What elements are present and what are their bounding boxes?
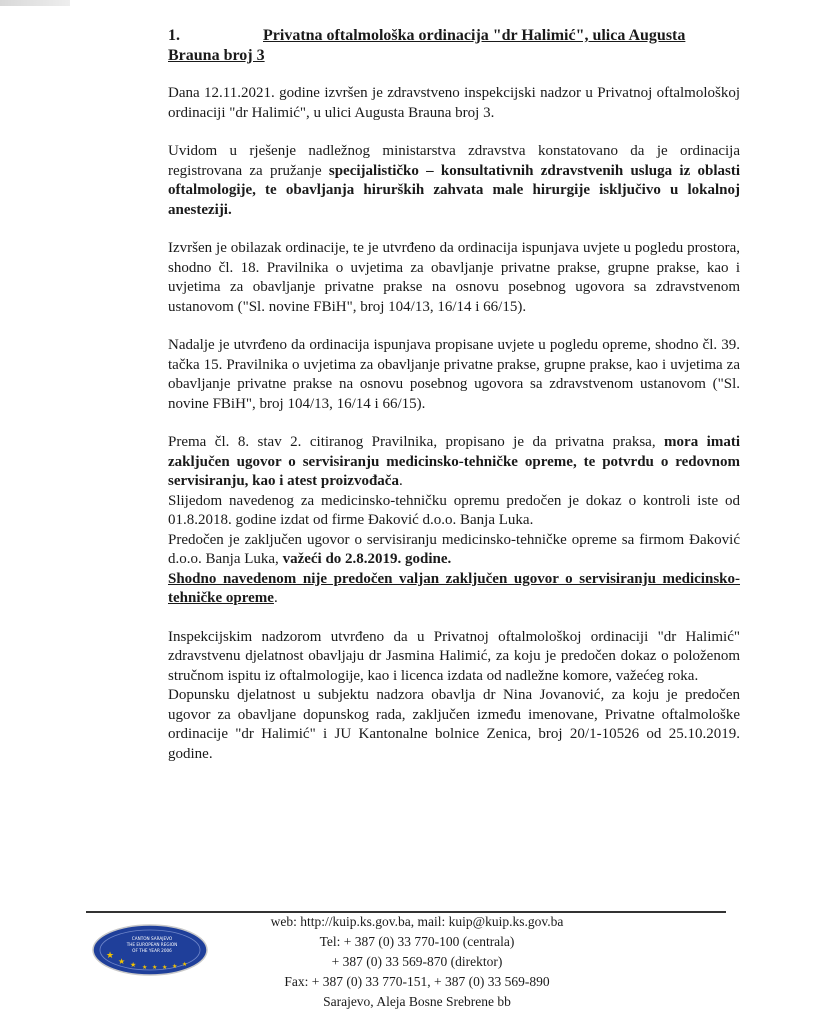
- svg-text:★: ★: [182, 962, 188, 968]
- requirement-period: .: [398, 473, 403, 489]
- page-footer: [86, 906, 726, 1016]
- paragraph-equipment: Nadalje je utvrđeno da ordinacija ispunjava propisane uvjete u pogledu opreme, shodno čl. 39. tačka 15. Pravilnika o uvjetima za obavljanje privatne prakse, grupne prakse, kao i uvjetima za obavljanje privatne prakse na osnovu posebnog ugovora sa zdravstvenom ustanovom ("Sl. novine FBiH", broj 104/13, 16/14 i 66/15).: [168, 337, 740, 412]
- requirement-text: Prema čl. 8. stav 2. citiranog Pravilnika, propisano je da privatna praksa,: [168, 434, 665, 450]
- svg-text:★: ★: [106, 950, 115, 960]
- svg-text:★: ★: [142, 965, 148, 971]
- paragraph-inspection-date: Dana 12.11.2021. godine izvršen je zdravstveno inspekcijski nadzor u Privatnoj oftalmološkoj ordinaciji "dr Halimić", u ulici Augusta Brauna broj 3.: [168, 85, 740, 121]
- section-heading: [168, 26, 740, 66]
- section-title: Privatna oftalmološka ordinacija "dr Halimić", ulica Augusta Brauna broj 3: [168, 27, 686, 64]
- canton-sarajevo-emblem: [92, 924, 208, 976]
- paragraph-finding: [168, 570, 740, 609]
- registration-text: Uvidom u rješenje nadležnog ministarstva zdravstva konstatovano da je ordinacija registrovana za pružanje: [168, 143, 740, 179]
- finding-bold-underlined: Shodno navedenom nije predočen valjan zaključen ugovor o servisiranju medicinsko-tehničke opreme: [168, 570, 740, 606]
- paragraph-service-contract: [168, 531, 740, 570]
- section-number: 1.: [168, 27, 180, 44]
- svg-text:★: ★: [130, 961, 137, 969]
- finding-period: .: [273, 590, 278, 606]
- footer-web: web: http://kuip.ks.gov.ba, mail: kuip@kuip.ks.gov.ba: [270, 914, 564, 929]
- paragraph-staff: Inspekcijskim nadzorom utvrđeno da u Privatnoj oftalmološkoj ordinaciji "dr Halimić" zdravstvenu djelatnost obavljaju dr Jasmina Halimić, za koju je predočen dokaz o položenom stručnom ispitu iz oftalmologije, kao i licenca izdata od nadležne komore, važećeg roka.: [168, 628, 740, 684]
- footer-tel-central: Tel: + 387 (0) 33 770-100 (centrala): [319, 934, 515, 949]
- registration-services-bold: specijalističko – konsultativnih zdravstvenih usluga iz oblasti oftalmologije, te obavljanja hirurških zahvata male hirurgije isključivo u lokalnoj anesteziji.: [168, 162, 740, 218]
- paragraph-control-proof: Slijedom navedenog za medicinsko-tehničku opremu predočen je dokaz o kontroli iste od 01.8.2018. godine izdat od firme Đaković d.o.o. Banja Luka.: [168, 492, 740, 528]
- footer-address: Sarajevo, Aleja Bosne Srebrene bb: [323, 994, 511, 1009]
- requirement-bold: mora imati zaključen ugovor o servisiranju medicinsko-tehničke opreme, te potvrdu o redovnom servisiranju, kao i atest proizvođača: [168, 434, 740, 489]
- paragraph-service-requirement: [168, 433, 740, 492]
- document-body: [168, 26, 740, 764]
- footer-contacts: [232, 912, 602, 1012]
- svg-text:★: ★: [152, 965, 158, 971]
- contract-validity-bold: važeći do 2.8.2019. godine.: [282, 551, 452, 567]
- contract-text: Predočen je zaključen ugovor o servisiranju medicinsko-tehničke opreme sa firmom Đaković d.o.o. Banja Luka,: [168, 531, 740, 567]
- svg-text:★: ★: [118, 957, 126, 966]
- svg-text:★: ★: [162, 965, 168, 971]
- scan-header-mark: [0, 0, 70, 6]
- footer-tel-director: + 387 (0) 33 569-870 (direktor): [331, 954, 503, 969]
- paragraph-registration: [168, 142, 740, 220]
- paragraph-supplementary: Dopunsku djelatnost u subjektu nadzora obavlja dr Nina Jovanović, za koju je predočen ugovor za obavljane dopunskog rada, zaključen između imenovane, Privatne oftalmološke ordinacije "dr Halimić" i JU Kantonalne bolnice Zenica, broj 20/1-10526 od 25.10.2019. godine.: [168, 687, 740, 762]
- footer-fax: Fax: + 387 (0) 33 770-151, + 387 (0) 33 569-890: [284, 974, 550, 989]
- paragraph-premises: Izvršen je obilazak ordinacije, te je utvrđeno da ordinacija ispunjava uvjete u pogledu prostora, shodno čl. 18. Pravilnika o uvjetima za obavljanje privatne prakse, grupne prakse, kao i uvjetima za obavljanje privatne prakse na osnovu posebnog ugovora sa zdravstvenom ustanovom ("Sl. novine FBiH", broj 104/13, 16/14 i 66/15).: [168, 240, 740, 315]
- svg-text:OF THE YEAR 2006: OF THE YEAR 2006: [132, 948, 172, 953]
- svg-text:★: ★: [172, 964, 178, 970]
- svg-text:THE EUROPEAN REGION: THE EUROPEAN REGION: [126, 942, 178, 947]
- svg-text:CANTON SARAJEVO: CANTON SARAJEVO: [131, 936, 173, 941]
